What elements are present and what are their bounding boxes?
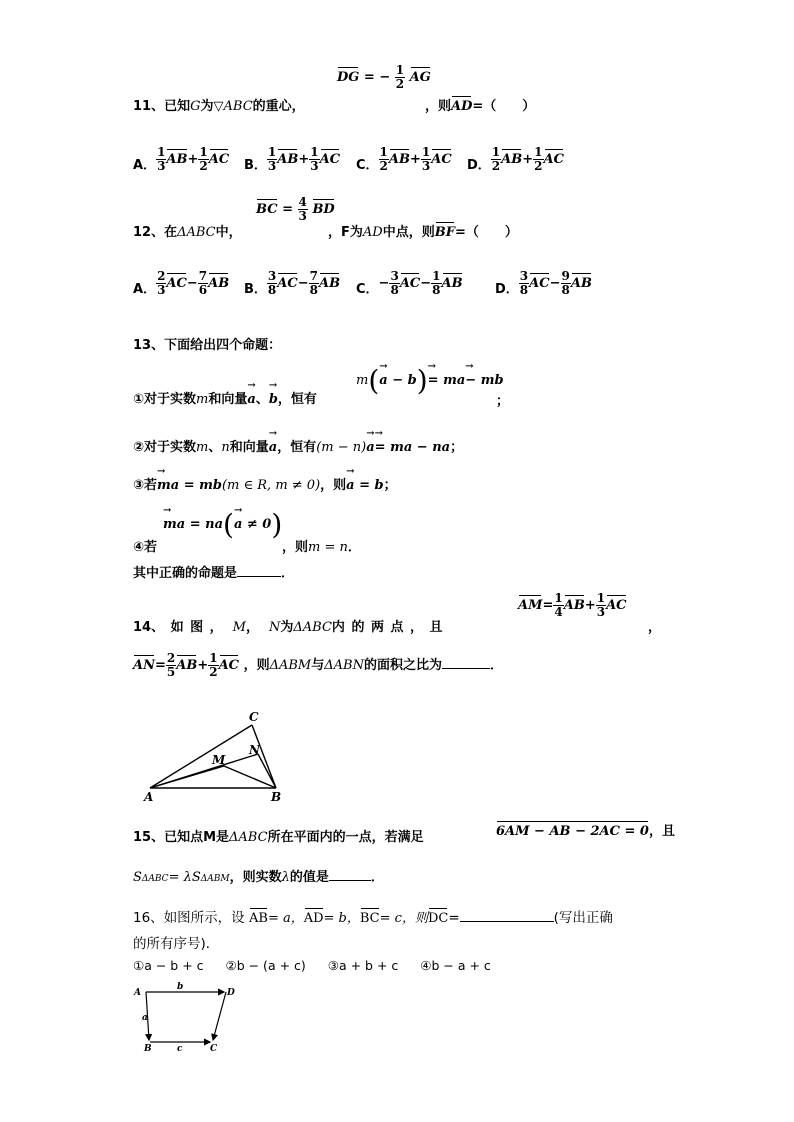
q13-text: ，恒有: [277, 392, 317, 407]
option-label: B．: [244, 158, 267, 173]
q14-an-formula: [133, 652, 503, 679]
q13-var: m: [196, 440, 209, 455]
q16-label-b: B: [144, 1044, 152, 1054]
q14-frac: $\frac{1}{4}$: [554, 591, 563, 619]
option-vector: AB: [501, 152, 523, 167]
q14-segment-an: [150, 754, 258, 788]
option-frac: $\frac{1}{3}$: [157, 145, 166, 173]
q13-formula: → = ma − na: [375, 440, 450, 455]
q14-op: +: [197, 658, 209, 673]
q13-formula: → ma = mb: [157, 478, 222, 493]
option-op: −: [186, 276, 198, 291]
option-sign: −: [378, 276, 390, 291]
q13-prop3: [133, 474, 397, 493]
q14-frac: $\frac{1}{3}$: [596, 591, 606, 619]
q14-text: 、 如 图 ，: [151, 620, 223, 635]
q11-number: 11、: [133, 99, 165, 114]
q16-number: 16、: [133, 910, 164, 926]
option-op: −: [549, 276, 561, 291]
q14-comma: ，: [648, 620, 662, 635]
q13-text: ，则: [282, 540, 309, 555]
q14-frac: $\frac{1}{2}$: [209, 651, 218, 679]
q13-var: n: [221, 440, 230, 455]
q16-text: 如图所示，设: [163, 910, 245, 926]
option-vector: AB: [166, 152, 188, 167]
q15-sub: ΔABM: [200, 874, 230, 884]
option-frac: $\frac{1}{2}$: [199, 145, 208, 173]
option-vector: AC: [543, 152, 564, 167]
q12-triangle: ΔABC: [177, 225, 216, 240]
q11-option-d[interactable]: [467, 134, 564, 173]
q13-text: ．: [347, 540, 361, 555]
option-op: −: [297, 276, 309, 291]
q16-eq: = c，则: [379, 911, 428, 926]
q16-option-2: ②b − (a + c): [225, 958, 306, 973]
q14-text: 与: [311, 658, 325, 673]
q15-vector-eq: 6AM − AB − 2AC = 0: [496, 824, 649, 839]
q12-condition: [256, 196, 335, 223]
q12-stem: [133, 221, 242, 240]
q14-label-b: B: [271, 790, 282, 804]
q14-op: +: [584, 598, 596, 613]
q14-triangle: ΔABN: [324, 658, 364, 673]
q11-stem: [133, 95, 305, 114]
q14-segment-nb: [258, 754, 276, 788]
q14-am-formula: [518, 592, 627, 619]
q14-eq: =: [154, 658, 166, 673]
option-vector: AC: [399, 276, 421, 291]
q15-s: S: [133, 870, 142, 885]
q14-vector: AM: [518, 598, 543, 613]
q13-formula: → − mb: [465, 373, 503, 388]
option-frac: $\frac{1}{3}$: [267, 145, 277, 173]
q13-answer-blank[interactable]: [237, 576, 281, 577]
option-frac: $\frac{1}{2}$: [379, 145, 388, 173]
q16-label-vec-b: b: [177, 982, 184, 992]
q12-cond-frac: $\frac{4}{3}$: [298, 195, 307, 223]
q16-vector: AD: [303, 911, 324, 926]
q15-text: 所在平面内的一点，若满足: [267, 830, 424, 845]
option-label: D．: [467, 158, 491, 173]
q14-label-c: C: [249, 710, 259, 724]
q13-prop1-formula: m(→ a − b)→ = ma→ − mb: [356, 364, 504, 397]
q13-text: ②对于实数: [133, 440, 197, 455]
q11-cond-rhs: AG: [409, 70, 431, 85]
option-frac: $\frac{3}{8}$: [519, 269, 529, 297]
q13-text: ；: [450, 440, 464, 455]
q16-vector: DC: [427, 911, 449, 926]
q15-text: 已知点M是: [164, 830, 230, 845]
q11-ask-tail: =（ ）: [472, 99, 536, 114]
q14-vector: AB: [176, 658, 198, 673]
q16-options: [133, 958, 491, 973]
q14-number: 14: [133, 620, 152, 635]
option-frac: $\frac{7}{8}$: [309, 269, 318, 297]
q16-line2: 的所有序号)．: [133, 936, 220, 952]
q16-label-vec-a: a: [142, 1013, 148, 1023]
q13-vector: → b: [269, 392, 278, 407]
q11-text: 为: [200, 99, 214, 114]
q13-prop2: [133, 436, 463, 455]
q13-formula: (m − n): [316, 440, 367, 455]
q13-intro: [133, 334, 281, 353]
q11-cond-lhs: DG: [337, 70, 360, 85]
q12-ask: [328, 221, 518, 240]
option-label: A．: [133, 158, 157, 173]
option-vector: AC: [166, 276, 187, 291]
q15-eq: = λS: [168, 870, 201, 885]
q13-prop4-concl: [282, 536, 361, 555]
option-vector: AB: [277, 152, 299, 167]
q12-option-a[interactable]: [133, 258, 229, 297]
q14-label-a: A: [144, 790, 154, 804]
q15-text: ，则实数: [229, 870, 282, 885]
q13-text: ；: [383, 478, 397, 493]
q16-option-4: ④b − a + c: [420, 958, 491, 973]
q16-eq: =: [448, 910, 460, 926]
q13-prop4-formula: → ma = na(→ a ≠ 0): [163, 508, 282, 541]
q11-option-c[interactable]: [356, 134, 452, 173]
q11-option-a[interactable]: [133, 134, 229, 173]
q11-triangle: ▽ABC: [213, 99, 253, 114]
option-vector: AB: [208, 276, 230, 291]
q15-text: ．: [370, 870, 384, 885]
q14-triangle: ΔABM: [269, 658, 312, 673]
option-vector: AB: [441, 276, 463, 291]
q14-text: ，则: [243, 658, 270, 673]
q12-cond-lhs: BC: [256, 202, 278, 217]
q13-formula: → a − b: [379, 373, 416, 388]
q14-var: M: [232, 620, 246, 635]
q13-formula: → = ma: [428, 373, 466, 388]
q11-options: [133, 134, 603, 174]
q16-option-1: ①a − b + c: [133, 958, 204, 973]
q16-label-a: A: [134, 988, 141, 998]
q14-vector: AC: [606, 598, 627, 613]
q14-text: 的面积之比为: [363, 658, 442, 673]
q11-text: 已知: [164, 99, 191, 114]
q13-number: 13、: [133, 338, 165, 353]
q11-option-b[interactable]: [244, 134, 340, 173]
q14-vector: AB: [563, 598, 585, 613]
option-vector: AC: [431, 152, 452, 167]
q13-vector: → a: [269, 440, 277, 455]
q11-text: ，则: [425, 99, 452, 114]
q12-option-c[interactable]: [356, 258, 463, 297]
q12-option-b[interactable]: [244, 258, 340, 297]
option-frac: $\frac{7}{6}$: [198, 269, 208, 297]
option-frac: $\frac{1}{2}$: [491, 145, 501, 173]
q13-text: 、: [208, 440, 222, 455]
q14-vector: AC: [218, 658, 240, 673]
q13-text: ．: [281, 566, 295, 581]
q13-ask: [133, 562, 294, 581]
q11-ask-vector: AD: [451, 99, 473, 114]
q13-intro-text: 下面给出四个命题：: [164, 338, 282, 353]
q13-formula: m = n: [308, 540, 348, 555]
q15-area: [133, 866, 384, 885]
option-vector: AC: [277, 276, 298, 291]
q16-option-3: ③a + b + c: [327, 958, 399, 973]
q13-text: ，则: [320, 478, 347, 493]
q11-G: G: [190, 99, 201, 114]
q13-text: ③若: [133, 478, 158, 493]
q13-text: 和向量: [229, 440, 269, 455]
q16-trapezoid-figure: [130, 982, 240, 1054]
q12-text: ，F为: [328, 225, 363, 240]
q14-vector: AN: [133, 658, 155, 673]
q14-eq: =: [542, 598, 554, 613]
option-vector: AC: [529, 276, 550, 291]
q16-label-d: D: [227, 988, 235, 998]
option-op: +: [522, 152, 534, 167]
option-label: B．: [244, 282, 267, 297]
q13-ask-text: 其中正确的命题是: [133, 566, 238, 581]
q12-segment: AD: [362, 225, 383, 240]
q14-text: ．: [489, 658, 503, 673]
option-label: D．: [495, 282, 519, 297]
q14-edge-ac: [150, 725, 252, 788]
q14-text: 为: [280, 620, 294, 635]
q15-text: 的值是: [289, 870, 329, 885]
q13-var: m: [196, 392, 209, 407]
option-label: C．: [356, 158, 379, 173]
q13-condition: (m ∈ R, m ≠ 0): [221, 478, 321, 493]
q13-text: ①对于实数: [133, 392, 197, 407]
q16-vector: BC: [359, 911, 380, 926]
option-op: +: [298, 152, 310, 167]
q16-vector: AB: [248, 911, 268, 926]
option-vector: AB: [570, 276, 592, 291]
option-frac: $\frac{3}{8}$: [390, 269, 399, 297]
option-op: −: [420, 276, 432, 291]
q13-prop4-label: ④若: [133, 540, 158, 555]
q16-answer-blank[interactable]: [460, 921, 554, 922]
q16-text: (写出正确: [553, 910, 613, 926]
q14-stem: [133, 616, 443, 635]
q14-text: ，: [245, 620, 259, 635]
q14-text: 内 的 两 点 ， 且: [331, 620, 443, 635]
q15-sub: ΔABC: [141, 874, 169, 884]
q16-label-c: C: [210, 1044, 218, 1054]
q13-text: ，恒有: [277, 440, 317, 455]
q11-text: 的重心，: [252, 99, 305, 114]
q13-vector: → a: [247, 392, 255, 407]
option-op: +: [409, 152, 421, 167]
option-vector: AB: [388, 152, 410, 167]
q14-triangle: ΔABC: [293, 620, 332, 635]
q15-lambda: λ: [281, 870, 290, 885]
q14-frac: $\frac{2}{5}$: [166, 651, 176, 679]
q12-ask-vector: BF: [434, 225, 455, 240]
q15-answer-blank[interactable]: [329, 880, 371, 881]
q14-triangle-figure: [140, 708, 300, 808]
q15-equation: [496, 820, 675, 839]
q15-number: 15、: [133, 830, 165, 845]
q12-text: 在: [164, 225, 178, 240]
option-frac: $\frac{1}{3}$: [310, 145, 319, 173]
q14-answer-blank[interactable]: [442, 668, 490, 669]
option-label: C．: [356, 282, 379, 297]
option-vector: AC: [208, 152, 230, 167]
option-frac: $\frac{2}{3}$: [157, 269, 166, 297]
q15-triangle: ΔABC: [229, 830, 268, 845]
q12-option-d[interactable]: [495, 258, 592, 297]
q12-options: [133, 258, 613, 300]
q11-ask: [425, 95, 535, 114]
q16-segment-dc: [213, 992, 226, 1040]
option-frac: $\frac{1}{2}$: [534, 145, 543, 173]
q13-text: 、: [255, 392, 269, 407]
q16-eq: = b，: [323, 911, 360, 926]
q13-vector: → a: [366, 440, 374, 455]
q12-text: 中，: [215, 225, 242, 240]
q12-text: 中点，则: [382, 225, 435, 240]
q13-prop1: [133, 388, 317, 407]
option-frac: $\frac{1}{8}$: [432, 269, 441, 297]
q13-prop1-end: ；: [496, 394, 510, 409]
q14-var: N: [269, 620, 281, 635]
q11-cond-eq: = −: [363, 70, 391, 85]
q14-label-n: N: [249, 743, 260, 757]
q16-stem: [133, 906, 613, 926]
option-label: A．: [133, 282, 157, 297]
option-frac: $\frac{3}{8}$: [267, 269, 277, 297]
q13-text: 和向量: [208, 392, 248, 407]
option-vector: AC: [319, 152, 341, 167]
option-frac: $\frac{1}{3}$: [421, 145, 431, 173]
option-vector: AB: [318, 276, 341, 291]
q14-label-m: M: [212, 753, 226, 767]
q16-eq: = a，: [267, 911, 304, 926]
q16-label-vec-c: c: [177, 1044, 183, 1054]
q15-text: ，且: [648, 824, 675, 839]
option-frac: $\frac{9}{8}$: [561, 269, 570, 297]
q12-cond-eq: =: [282, 202, 294, 217]
q13-condition: → a ≠ 0: [234, 517, 271, 532]
q12-cond-rhs: BD: [312, 202, 335, 217]
q13-formula: → a = b: [346, 478, 383, 493]
q12-ask-tail: =（ ）: [454, 225, 518, 240]
q13-var: m: [356, 373, 369, 388]
q13-formula: → ma = na: [163, 517, 223, 532]
q12-number: 12、: [133, 225, 165, 240]
q15-stem: [133, 826, 424, 845]
q11-cond-frac: $\frac{1}{2}$: [395, 63, 405, 91]
option-op: +: [187, 152, 199, 167]
